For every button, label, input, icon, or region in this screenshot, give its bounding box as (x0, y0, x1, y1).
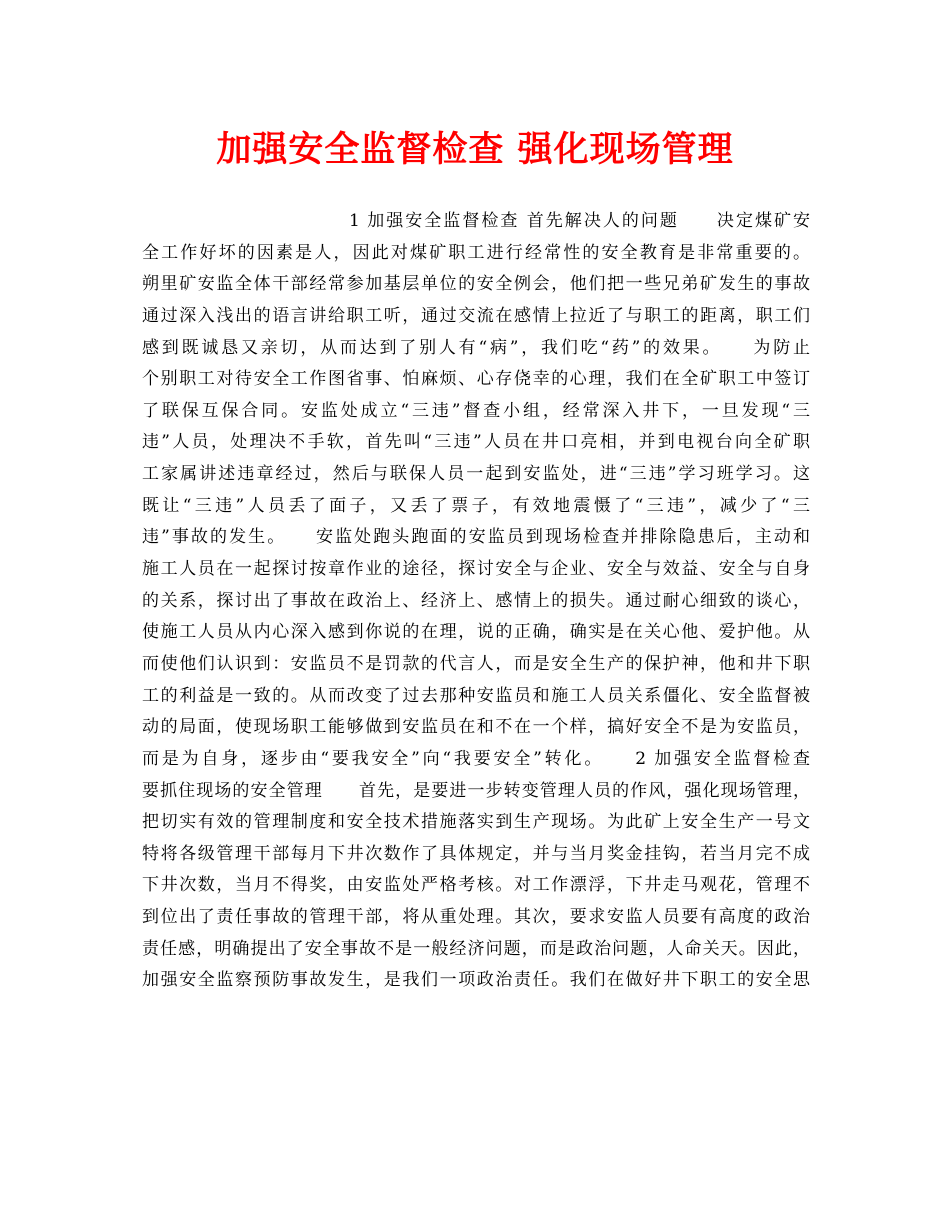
body-line: 特将各级管理干部每月下井次数作了具体规定，并与当月奖金挂钩，若当月完不成 (142, 843, 810, 864)
body-line: 要抓住现场的安全管理 首先，是要进一步转变管理人员的作风，强化现场管理， (142, 780, 810, 801)
body-line: 朔里矿安监全体干部经常参加基层单位的安全例会，他们把一些兄弟矿发生的事故 (142, 274, 810, 295)
body-line: 违”事故的发生。 安监处跑头跑面的安监员到现场检查并排除隐患后，主动和 (142, 527, 810, 548)
document-body (142, 206, 810, 997)
body-line: 而是为自身，逐步由“要我安全”向“我要安全”转化。 2 加强安全监督检查 (142, 748, 810, 769)
document-title: 加强安全监督检查 强化现场管理 (216, 129, 734, 170)
body-line: 动的局面，使现场职工能够做到安监员在和不在一个样，搞好安全不是为安监员， (142, 717, 810, 738)
body-line: 下井次数，当月不得奖，由安监处严格考核。对工作漂浮，下井走马观花，管理不 (142, 875, 810, 896)
body-line: 感到既诚恳又亲切，从而达到了别人有“病”，我们吃“药”的效果。 为防止 (142, 337, 810, 358)
body-line: 工家属讲述违章经过，然后与联保人员一起到安监处，进“三违”学习班学习。这 (142, 464, 810, 485)
body-line: 责任感，明确提出了安全事故不是一般经济问题，而是政治问题，人命关天。因此， (142, 938, 810, 959)
body-line: 到位出了责任事故的管理干部，将从重处理。其次，要求安监人员要有高度的政治 (142, 907, 810, 928)
body-line: 加强安全监察预防事故发生，是我们一项政治责任。我们在做好井下职工的安全思 (142, 970, 810, 991)
body-line: 1 加强安全监督检查 首先解决人的问题 决定煤矿安 (349, 211, 810, 231)
body-line: 工的利益是一致的。从而改变了过去那种安监员和施工人员关系僵化、安全监督被 (142, 685, 810, 706)
body-line: 的关系，探讨出了事故在政治上、经济上、感情上的损失。通过耐心细致的谈心， (142, 590, 810, 611)
body-line: 个别职工对待安全工作图省事、怕麻烦、心存侥幸的心理，我们在全矿职工中签订 (142, 369, 810, 390)
body-line: 施工人员在一起探讨按章作业的途径，探讨安全与企业、安全与效益、安全与自身 (142, 559, 810, 580)
body-line: 全工作好坏的因素是人，因此对煤矿职工进行经常性的安全教育是非常重要的。 (142, 242, 810, 263)
body-line: 通过深入浅出的语言讲给职工听，通过交流在感情上拉近了与职工的距离，职工们 (142, 305, 810, 326)
body-line: 既让“三违”人员丢了面子，又丢了票子，有效地震慑了“三违”，减少了“三 (142, 495, 810, 516)
body-line: 违”人员，处理决不手软，首先叫“三违”人员在井口亮相，并到电视台向全矿职 (142, 432, 810, 453)
body-line: 使施工人员从内心深入感到你说的在理，说的正确，确实是在关心他、爱护他。从 (142, 622, 810, 643)
body-line: 把切实有效的管理制度和安全技术措施落实到生产现场。为此矿上安全生产一号文 (142, 812, 810, 833)
body-line: 了联保互保合同。安监处成立“三违”督查小组，经常深入井下，一旦发现“三 (142, 400, 810, 421)
body-line: 而使他们认识到：安监员不是罚款的代言人，而是安全生产的保护神，他和井下职 (142, 653, 810, 674)
